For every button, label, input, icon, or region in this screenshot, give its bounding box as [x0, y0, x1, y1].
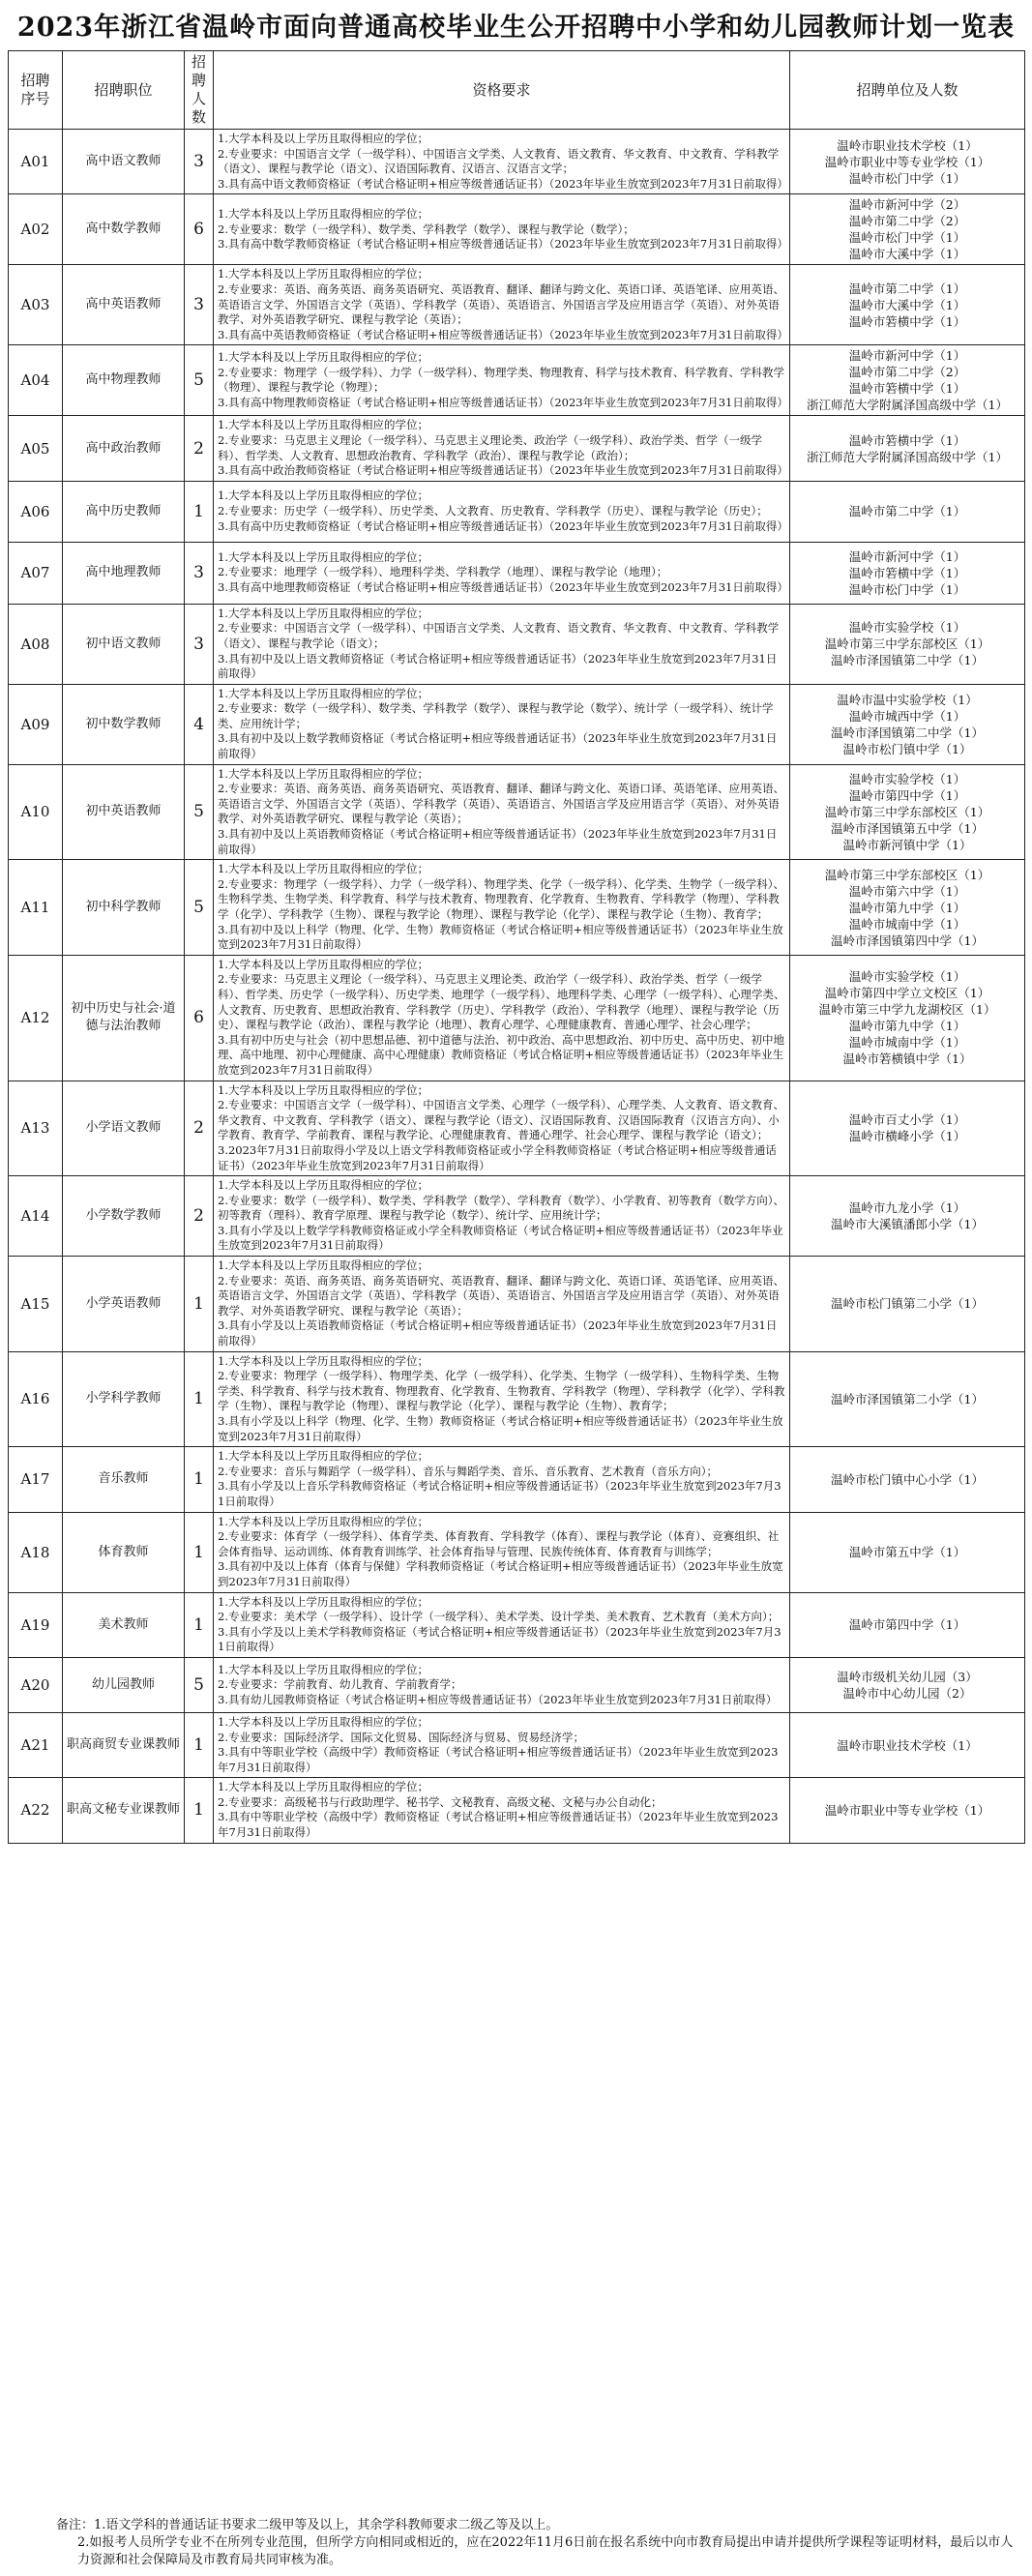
- table-row: [9, 194, 1025, 265]
- row-position: 高中历史教师: [63, 481, 185, 542]
- row-units: [790, 1176, 1025, 1257]
- row-count: 1: [185, 1778, 214, 1843]
- requirement-line: 2.专业要求：数学（一级学科）、数学类、学科教学（数学）、课程与教学论（数学）、统计学（一级学科）、统计学类、应用统计学；: [218, 701, 774, 730]
- row-count: 3: [185, 265, 214, 345]
- row-position: 高中地理教师: [63, 542, 185, 604]
- row-position: 初中英语教师: [63, 764, 185, 860]
- table-row: [9, 481, 1025, 542]
- row-id: A02: [9, 194, 63, 265]
- unit-line: 温岭市中心幼儿园（2）: [842, 1685, 972, 1701]
- unit-line: 温岭市新河中学（1）: [848, 348, 966, 364]
- row-position: 小学英语教师: [63, 1257, 185, 1352]
- table-row: [9, 684, 1025, 764]
- requirement-line: 2.专业要求：物理学（一级学科）、力学（一级学科）、物理学类、物理教育、科学与技术教育、科学教育、学科教学（物理）、课程与教学论（物理）；: [218, 365, 784, 395]
- unit-line: 温岭市箬横中学（1）: [848, 313, 966, 329]
- row-count: 3: [185, 130, 214, 194]
- row-units: [790, 1592, 1025, 1657]
- note-line: 2.如报考人员所学专业不在所列专业范围，但所学方向相同或相近的，应在2022年11月6日前在报名系统中向市教育局提出申请并提供所学课程等证明材料，最后以市人力资源和社会保障局及市教育局共同审核为准。: [77, 2535, 1014, 2567]
- row-count: 5: [185, 764, 214, 860]
- row-units: [790, 481, 1025, 542]
- requirement-line: 2.专业要求：美术学（一级学科）、设计学（一级学科）、美术学类、设计学类、美术教育、艺术教育（美术方向）；: [218, 1610, 780, 1624]
- requirement-line: 1.大学本科及以上学历且取得相应的学位；: [218, 1514, 428, 1528]
- row-requirements: [214, 481, 790, 542]
- requirement-line: 3.具有高中历史教师资格证（考试合格证明+相应等级普通话证书）（2023年毕业生放宽到2023年7月31日前取得）: [218, 518, 788, 533]
- row-units: [790, 955, 1025, 1081]
- row-units: [790, 604, 1025, 684]
- unit-line: 温岭市第九中学（1）: [848, 1019, 966, 1034]
- row-position: 小学数学教师: [63, 1176, 185, 1257]
- row-units: [790, 542, 1025, 604]
- row-units: [790, 130, 1025, 194]
- row-position: 高中数学教师: [63, 194, 185, 265]
- row-count: 2: [185, 1176, 214, 1257]
- requirement-line: 3.具有初中历史与社会（初中思想品德、初中道德与法治、初中政治、高中思想政治、初中历史、高中历史、初中地理、高中地理、初中心理健康、高中心理健康）教师资格证（考试合格证明+相应等级普通话证书）（2023年毕业生放宽到2023年7月31日前取得）: [218, 1032, 784, 1077]
- row-id: A14: [9, 1176, 63, 1257]
- row-requirements: [214, 1351, 790, 1447]
- unit-line: 温岭市第四中学（1）: [848, 787, 966, 803]
- requirement-line: 2.专业要求：中国语言文学（一级学科）、中国语言文学类、人文教育、语文教育、华文教育、中文教育、学科教学（语文）、课程与教学论（语文）；: [218, 621, 780, 650]
- row-count: 5: [185, 1657, 214, 1712]
- requirement-line: 2.专业要求：高级秘书与行政助理学、秘书学、文秘教育、高级文秘、文秘与办公自动化；: [218, 1794, 663, 1809]
- requirement-line: 3.具有中等职业学校（高级中学）教师资格证（考试合格证明+相应等级普通话证书）（2023年毕业生放宽到2023年7月31日前取得）: [218, 1745, 779, 1774]
- unit-line: 温岭市级机关幼儿园（3）: [837, 1669, 978, 1684]
- row-position: 小学科学教师: [63, 1351, 185, 1447]
- unit-line: 温岭市泽国镇第四中学（1）: [831, 933, 984, 948]
- unit-line: 温岭市泽国镇第二中学（1）: [831, 653, 984, 668]
- row-id: A10: [9, 764, 63, 860]
- unit-line: 温岭市大溪中学（1）: [848, 247, 966, 262]
- unit-line: 温岭市第三中学东部校区（1）: [824, 867, 990, 882]
- header-count: 招聘 人 数: [185, 51, 214, 130]
- requirement-line: 1.大学本科及以上学历且取得相应的学位；: [218, 606, 428, 620]
- row-requirements: [214, 1778, 790, 1843]
- table-row: [9, 955, 1025, 1081]
- row-position: 高中政治教师: [63, 416, 185, 481]
- requirement-line: 3.具有高中物理教师资格证（考试合格证明+相应等级普通话证书）（2023年毕业生放宽到2023年7月31日前取得）: [218, 395, 788, 409]
- requirement-line: 1.大学本科及以上学历且取得相应的学位；: [218, 132, 428, 145]
- row-id: A09: [9, 684, 63, 764]
- requirement-line: 1.大学本科及以上学历且取得相应的学位；: [218, 1449, 428, 1464]
- requirement-line: 3.2023年7月31日前取得小学及以上语文学科教师资格证或小学全科教师资格证（考试合格证明+相应等级普通话证书）（2023年毕业生放宽到2023年7月31日前取得）: [218, 1142, 777, 1172]
- row-count: 1: [185, 1351, 214, 1447]
- requirement-line: 1.大学本科及以上学历且取得相应的学位；: [218, 766, 428, 781]
- row-id: A05: [9, 416, 63, 481]
- row-position: 体育教师: [63, 1512, 185, 1592]
- row-position: 初中语文教师: [63, 604, 185, 684]
- requirement-line: 1.大学本科及以上学历且取得相应的学位；: [218, 1353, 428, 1368]
- table-row: [9, 1176, 1025, 1257]
- requirement-line: 3.具有小学及以上科学（物理、化学、生物）教师资格证（考试合格证明+相应等级普通话证书）（2023年毕业生放宽到2023年7月31日前取得）: [218, 1414, 783, 1443]
- row-count: 1: [185, 1447, 214, 1512]
- unit-line: 温岭市横峰小学（1）: [848, 1129, 966, 1144]
- row-id: A08: [9, 604, 63, 684]
- unit-line: 温岭市第九中学（1）: [848, 900, 966, 915]
- requirement-line: 3.具有初中及以上体育（体育与保健）学科教师资格证（考试合格证明+相应等级普通话证书）（2023年毕业生放宽到2023年7月31日前取得）: [218, 1559, 783, 1588]
- row-id: A07: [9, 542, 63, 604]
- row-requirements: [214, 955, 790, 1081]
- unit-line: 温岭市第四中学（1）: [848, 1617, 966, 1633]
- unit-line: 温岭市泽国镇第二中学（1）: [831, 725, 984, 740]
- table-row: [9, 416, 1025, 481]
- requirement-line: 2.专业要求：马克思主义理论（一级学科）、马克思主义理论类、政治学（一级学科）、政治学类、哲学（一级学科）、哲学类、人文教育、思想政治教育、学科教学（政治）、课程与教学论（政治）；: [218, 432, 762, 462]
- table-row: [9, 345, 1025, 416]
- unit-line: 温岭市松门中学（1）: [848, 230, 966, 246]
- requirement-line: 1.大学本科及以上学历且取得相应的学位；: [218, 267, 428, 281]
- row-units: [790, 1257, 1025, 1352]
- row-units: [790, 1657, 1025, 1712]
- requirement-line: 2.专业要求：英语、商务英语、商务英语研究、英语教育、翻译、翻译与跨文化、英语口译、英语笔译、应用英语、英语语言文学、外国语言文学（英语）、学科教学（英语）、英语语言、外国语言学及应用语言学（英语）、对外英语教学、对外英语教学研究、课程与教学论（英语）；: [218, 281, 784, 327]
- table-row: [9, 1081, 1025, 1176]
- row-units: [790, 194, 1025, 265]
- row-position: 高中语文教师: [63, 130, 185, 194]
- unit-line: 温岭市第五中学（1）: [848, 1545, 966, 1560]
- table-row: [9, 1257, 1025, 1352]
- requirement-line: 3.具有中等职业学校（高级中学）教师资格证（考试合格证明+相应等级普通话证书）（2023年毕业生放宽到2023年7月31日前取得）: [218, 1810, 779, 1840]
- table-row: [9, 1592, 1025, 1657]
- requirement-line: 2.专业要求：学前教育、幼儿教育、学前教育学；: [218, 1677, 462, 1692]
- row-units: [790, 764, 1025, 860]
- unit-line: 温岭市新河镇中学（1）: [842, 837, 972, 852]
- unit-line: 温岭市第二中学（1）: [848, 281, 966, 296]
- table-row: [9, 265, 1025, 345]
- unit-line: 温岭市新河中学（2）: [848, 197, 966, 213]
- unit-line: 温岭市第六中学（1）: [848, 883, 966, 899]
- row-units: [790, 416, 1025, 481]
- row-requirements: [214, 1081, 790, 1176]
- row-position: 初中科学教师: [63, 860, 185, 956]
- row-id: A18: [9, 1512, 63, 1592]
- unit-line: 温岭市职业中等专业学校（1）: [824, 1802, 990, 1818]
- requirement-line: 2.专业要求：中国语言文学（一级学科）、中国语言文学类、心理学（一级学科）、心理学类、人文教育、语文教育、华文教育、中文教育、学科教学（语文）、课程与教学论（语文）、汉语国际教育、汉语国际教育（汉语言方向）、小学教育、教育学、学前教育、课程与教学论、心理健康教育、普通心理学、社会心理学、课程与教学论（语文）；: [218, 1098, 784, 1142]
- requirement-line: 2.专业要求：马克思主义理论（一级学科）、马克思主义理论类、政治学（一级学科）、政治学类、哲学（一级学科）、哲学类、历史学（一级学科）、历史学类、地理学（一级学科）、地理科学类、心理学（一级学科）、心理学类、人文教育、历史教育、思想政治教育、学科教学（历史）、学科教学（政治）、学科教学（地理）、课程与教学论（历史）、课程与教学论（政治）、课程与教学论（地理）、教育心理学、心理健康教育、普通心理学、社会心理学；: [218, 972, 785, 1032]
- requirement-line: 2.专业要求：体育学（一级学科）、体育学类、体育教育、学科教学（体育）、课程与教学论（体育）、竞赛组织、社会体育指导、运动训练、体育教育训练学、社会体育指导与管理、民族传统体育、体育教育与训练学；: [218, 1529, 780, 1558]
- row-units: [790, 1712, 1025, 1777]
- unit-line: 温岭市箬横中学（1）: [848, 432, 966, 448]
- unit-line: 温岭市温中实验学校（1）: [837, 692, 978, 707]
- row-units: [790, 345, 1025, 416]
- unit-line: 温岭市泽国镇第五中学（1）: [831, 820, 984, 836]
- unit-line: 温岭市第二中学（1）: [848, 504, 966, 519]
- notes: [56, 2517, 1014, 2569]
- unit-line: 温岭市第二中学（2）: [848, 214, 966, 229]
- unit-line: 温岭市第三中学东部校区（1）: [824, 637, 990, 652]
- row-count: 4: [185, 684, 214, 764]
- row-position: 幼儿园教师: [63, 1657, 185, 1712]
- requirement-line: 1.大学本科及以上学历且取得相应的学位；: [218, 1714, 428, 1729]
- row-id: A19: [9, 1592, 63, 1657]
- row-id: A06: [9, 481, 63, 542]
- unit-line: 温岭市第四中学立文校区（1）: [824, 986, 990, 1001]
- row-requirements: [214, 1176, 790, 1257]
- requirement-line: 3.具有高中数学教师资格证（考试合格证明+相应等级普通话证书）（2023年毕业生放宽到2023年7月31日前取得）: [218, 237, 788, 252]
- requirement-line: 2.专业要求：地理学（一级学科）、地理科学类、学科教学（地理）、课程与教学论（地理）；: [218, 565, 668, 579]
- requirement-line: 3.具有小学及以上音乐学科教师资格证（考试合格证明+相应等级普通话证书）（2023年毕业生放宽到2023年7月31日前取得）: [218, 1479, 781, 1508]
- unit-line: 浙江师范大学附属泽国高级中学（1）: [807, 449, 1008, 464]
- requirement-line: 1.大学本科及以上学历且取得相应的学位；: [218, 549, 428, 564]
- table-row: [9, 542, 1025, 604]
- requirement-line: 3.具有高中地理教师资格证（考试合格证明+相应等级普通话证书）（2023年毕业生放宽到2023年7月31日前取得）: [218, 580, 788, 595]
- unit-line: 温岭市松门镇中心小学（1）: [831, 1471, 984, 1487]
- header-units: 招聘单位及人数: [790, 51, 1025, 130]
- requirement-line: 2.专业要求：国际经济学、国际文化贸易、国际经济与贸易、贸易经济学；: [218, 1730, 584, 1744]
- row-id: A01: [9, 130, 63, 194]
- row-count: 6: [185, 194, 214, 265]
- unit-line: 温岭市箬横中学（1）: [848, 381, 966, 397]
- unit-line: 温岭市城南中学（1）: [848, 1035, 966, 1051]
- requirement-line: 2.专业要求：物理学（一级学科）、物理学类、化学（一级学科）、化学类、生物学（一级学科）、生物科学类、生物学类、科学教育、科学与技术教育、物理教育、化学教育、生物教育、学科教学（物理）、学科教学（化学）、学科教学（生物）、课程与教学论（物理）、课程与教学论（化学）、课程与教学论（生物）、教育学；: [218, 1369, 785, 1413]
- page-title: 2023年浙江省温岭市面向普通高校毕业生公开招聘中小学和幼儿园教师计划一览表: [16, 13, 1016, 43]
- requirement-line: 3.具有初中及以上科学（物理、化学、生物）教师资格证（考试合格证明+相应等级普通话证书）（2023年毕业生放宽到2023年7月31日前取得）: [218, 922, 783, 952]
- table-body: [9, 130, 1025, 1844]
- row-count: 2: [185, 1081, 214, 1176]
- row-units: [790, 1512, 1025, 1592]
- requirement-line: 3.具有幼儿园教师资格证（考试合格证明+相应等级普通话证书）（2023年毕业生放宽到2023年7月31日前取得）: [218, 1692, 778, 1706]
- requirement-line: 2.专业要求：历史学（一级学科）、历史学类、人文教育、历史教育、学科教学（历史）、课程与教学论（历史）；: [218, 503, 768, 518]
- row-requirements: [214, 764, 790, 860]
- requirement-line: 2.专业要求：英语、商务英语、商务英语研究、英语教育、翻译、翻译与跨文化、英语口译、英语笔译、应用英语、英语语言文学、外国语言文学（英语）、学科教学（英语）、英语语言、外国语言学及应用语言学（英语）、对外英语教学、对外英语教学研究、课程与教学论（英语）；: [218, 1273, 784, 1318]
- unit-line: 温岭市松门镇第二小学（1）: [831, 1296, 984, 1312]
- requirement-line: 3.具有高中英语教师资格证（考试合格证明+相应等级普通话证书）（2023年毕业生放宽到2023年7月31日前取得）: [218, 327, 788, 341]
- row-position: 初中数学教师: [63, 684, 185, 764]
- row-id: A04: [9, 345, 63, 416]
- unit-line: 温岭市职业技术学校（1）: [837, 1737, 978, 1753]
- row-requirements: [214, 194, 790, 265]
- table-row: [9, 1351, 1025, 1447]
- requirement-line: 1.大学本科及以上学历且取得相应的学位；: [218, 957, 428, 971]
- row-id: A13: [9, 1081, 63, 1176]
- table-row: [9, 764, 1025, 860]
- header-requirements: 资格要求: [214, 51, 790, 130]
- unit-line: 温岭市城南中学（1）: [848, 916, 966, 932]
- row-requirements: [214, 1592, 790, 1657]
- requirement-line: 2.专业要求：数学（一级学科）、数学类、学科教学（数学）、课程与教学论（数学）；: [218, 222, 634, 236]
- unit-line: 温岭市第二中学（2）: [848, 365, 966, 380]
- requirement-line: 1.大学本科及以上学历且取得相应的学位；: [218, 1258, 428, 1273]
- row-count: 1: [185, 1257, 214, 1352]
- recruitment-table: [8, 50, 1025, 1844]
- requirement-line: 3.具有小学及以上英语教师资格证（考试合格证明+相应等级普通话证书）（2023年毕业生放宽到2023年7月31日前取得）: [218, 1318, 778, 1348]
- table-row: [9, 1512, 1025, 1592]
- table-row: [9, 1778, 1025, 1843]
- unit-line: 温岭市实验学校（1）: [848, 771, 966, 786]
- requirement-line: 2.专业要求：英语、商务英语、商务英语研究、英语教育、翻译、翻译与跨文化、英语口译、英语笔译、应用英语、英语语言文学、外国语言文学（英语）、学科教学（英语）、英语语言、外国语言学及应用语言学（英语）、对外英语教学、对外英语教学研究、课程与教学论（英语）；: [218, 782, 784, 826]
- unit-line: 温岭市九龙小学（1）: [848, 1200, 966, 1216]
- row-units: [790, 684, 1025, 764]
- unit-line: 温岭市实验学校（1）: [848, 620, 966, 636]
- row-id: A12: [9, 955, 63, 1081]
- row-requirements: [214, 1257, 790, 1352]
- unit-line: 温岭市大溪中学（1）: [848, 297, 966, 312]
- unit-line: 浙江师范大学附属泽国高级中学（1）: [807, 398, 1008, 413]
- row-units: [790, 1778, 1025, 1843]
- row-units: [790, 265, 1025, 345]
- row-units: [790, 1081, 1025, 1176]
- row-count: 1: [185, 1592, 214, 1657]
- row-id: A17: [9, 1447, 63, 1512]
- requirement-line: 1.大学本科及以上学历且取得相应的学位；: [218, 1178, 428, 1193]
- unit-line: 温岭市松门中学（1）: [848, 581, 966, 597]
- requirement-line: 2.专业要求：数学（一级学科）、数学类、学科教学（数学）、学科教育（数学）、小学教育、初等教育（数学方向）、初等教育（理科）、教育学原理、课程与教学论（数学）、统计学、应用统计学；: [218, 1193, 784, 1223]
- row-id: A20: [9, 1657, 63, 1712]
- row-position: 高中英语教师: [63, 265, 185, 345]
- row-requirements: [214, 1657, 790, 1712]
- row-count: 2: [185, 416, 214, 481]
- note-line: 备注：1.语文学科的普通话证书要求二级甲等及以上，其余学科教师要求二级乙等及以上。: [56, 2518, 559, 2532]
- unit-line: 温岭市箬横镇中学（1）: [842, 1051, 972, 1067]
- row-units: [790, 860, 1025, 956]
- requirement-line: 3.具有高中语文教师资格证（考试合格证明+相应等级普通话证书）（2023年毕业生放宽到2023年7月31日前取得）: [218, 176, 788, 191]
- table-row: [9, 1447, 1025, 1512]
- row-id: A22: [9, 1778, 63, 1843]
- header-id: 招聘 序号: [9, 51, 63, 130]
- row-units: [790, 1447, 1025, 1512]
- table-row: [9, 860, 1025, 956]
- requirement-line: 1.大学本科及以上学历且取得相应的学位；: [218, 686, 428, 700]
- header-position: 招聘职位: [63, 51, 185, 130]
- requirement-line: 3.具有初中及以上英语教师资格证（考试合格证明+相应等级普通话证书）（2023年毕业生放宽到2023年7月31日前取得）: [218, 827, 778, 856]
- row-position: 美术教师: [63, 1592, 185, 1657]
- row-count: 1: [185, 1512, 214, 1592]
- requirement-line: 3.具有小学及以上美术学科教师资格证（考试合格证明+相应等级普通话证书）（2023年毕业生放宽到2023年7月31日前取得）: [218, 1624, 781, 1654]
- unit-line: 温岭市泽国镇第二小学（1）: [831, 1391, 984, 1406]
- row-count: 6: [185, 955, 214, 1081]
- table-row: [9, 604, 1025, 684]
- unit-line: 温岭市松门中学（1）: [848, 170, 966, 186]
- row-position: 初中历史与社会·道德与法治教师: [63, 955, 185, 1081]
- row-requirements: [214, 265, 790, 345]
- requirement-line: 1.大学本科及以上学历且取得相应的学位；: [218, 489, 428, 503]
- unit-line: 温岭市第三中学九龙湖校区（1）: [818, 1002, 996, 1018]
- row-count: 5: [185, 345, 214, 416]
- requirement-line: 3.具有高中政治教师资格证（考试合格证明+相应等级普通话证书）（2023年毕业生放宽到2023年7月31日前取得）: [218, 463, 788, 478]
- row-position: 职高文秘专业课教师: [63, 1778, 185, 1843]
- row-count: 1: [185, 1712, 214, 1777]
- row-count: 3: [185, 604, 214, 684]
- row-id: A21: [9, 1712, 63, 1777]
- table-header-row: [9, 51, 1025, 130]
- unit-line: 温岭市实验学校（1）: [848, 969, 966, 985]
- requirement-line: 2.专业要求：中国语言文学（一级学科）、中国语言文学类、人文教育、语文教育、华文教育、中文教育、学科教学（语文）、课程与教学论（语文）、汉语国际教育、汉语言、汉语言文学；: [218, 146, 780, 176]
- requirement-line: 3.具有初中及以上数学教师资格证（考试合格证明+相应等级普通话证书）（2023年毕业生放宽到2023年7月31日前取得）: [218, 731, 778, 761]
- row-position: 小学语文教师: [63, 1081, 185, 1176]
- row-requirements: [214, 1712, 790, 1777]
- row-units: [790, 1351, 1025, 1447]
- requirement-line: 3.具有初中及以上语文教师资格证（考试合格证明+相应等级普通话证书）（2023年毕业生放宽到2023年7月31日前取得）: [218, 651, 778, 681]
- requirement-line: 2.专业要求：音乐与舞蹈学（一级学科）、音乐与舞蹈学类、音乐、音乐教育、艺术教育（音乐方向）；: [218, 1464, 718, 1478]
- row-requirements: [214, 604, 790, 684]
- row-requirements: [214, 130, 790, 194]
- row-id: A11: [9, 860, 63, 956]
- row-id: A03: [9, 265, 63, 345]
- row-requirements: [214, 1512, 790, 1592]
- requirement-line: 1.大学本科及以上学历且取得相应的学位；: [218, 206, 428, 221]
- unit-line: 温岭市新河中学（1）: [848, 548, 966, 564]
- unit-line: 温岭市百丈小学（1）: [848, 1112, 966, 1128]
- unit-line: 温岭市箬横中学（1）: [848, 565, 966, 580]
- requirement-line: 1.大学本科及以上学历且取得相应的学位；: [218, 1662, 428, 1676]
- requirement-line: 1.大学本科及以上学历且取得相应的学位；: [218, 350, 428, 365]
- table-row: [9, 1712, 1025, 1777]
- row-id: A15: [9, 1257, 63, 1352]
- row-requirements: [214, 860, 790, 956]
- unit-line: 温岭市职业技术学校（1）: [837, 137, 978, 153]
- row-requirements: [214, 1447, 790, 1512]
- row-requirements: [214, 684, 790, 764]
- requirement-line: 1.大学本科及以上学历且取得相应的学位；: [218, 1082, 428, 1097]
- unit-line: 温岭市第三中学东部校区（1）: [824, 804, 990, 819]
- row-requirements: [214, 416, 790, 481]
- row-requirements: [214, 542, 790, 604]
- requirement-line: 2.专业要求：物理学（一级学科）、力学（一级学科）、物理学类、化学（一级学科）、化学类、生物学（一级学科）、生物科学类、生物学类、科学教育、科学与技术教育、物理教育、化学教育、生物教育、学科教学（物理）、学科教学（化学）、学科教学（生物）、课程与教学论（物理）、课程与教学论（化学）、课程与教学论（生物）、教育学；: [218, 876, 784, 921]
- row-id: A16: [9, 1351, 63, 1447]
- requirement-line: 1.大学本科及以上学历且取得相应的学位；: [218, 1780, 428, 1794]
- row-requirements: [214, 345, 790, 416]
- requirement-line: 3.具有小学及以上数学学科教师资格证或小学全科教师资格证（考试合格证明+相应等级普通话证书）（2023年毕业生放宽到2023年7月31日前取得）: [218, 1223, 783, 1253]
- row-count: 3: [185, 542, 214, 604]
- unit-line: 温岭市大溪镇潘郎小学（1）: [831, 1217, 984, 1232]
- requirement-line: 1.大学本科及以上学历且取得相应的学位；: [218, 862, 428, 876]
- row-count: 1: [185, 481, 214, 542]
- row-position: 音乐教师: [63, 1447, 185, 1512]
- table-row: [9, 130, 1025, 194]
- table-row: [9, 1657, 1025, 1712]
- row-position: 职高商贸专业课教师: [63, 1712, 185, 1777]
- requirement-line: 1.大学本科及以上学历且取得相应的学位；: [218, 1594, 428, 1609]
- unit-line: 温岭市职业中等专业学校（1）: [824, 154, 990, 169]
- requirement-line: 1.大学本科及以上学历且取得相应的学位；: [218, 418, 428, 432]
- row-position: 高中物理教师: [63, 345, 185, 416]
- row-count: 5: [185, 860, 214, 956]
- unit-line: 温岭市城西中学（1）: [848, 708, 966, 724]
- unit-line: 温岭市松门镇中学（1）: [842, 741, 972, 756]
